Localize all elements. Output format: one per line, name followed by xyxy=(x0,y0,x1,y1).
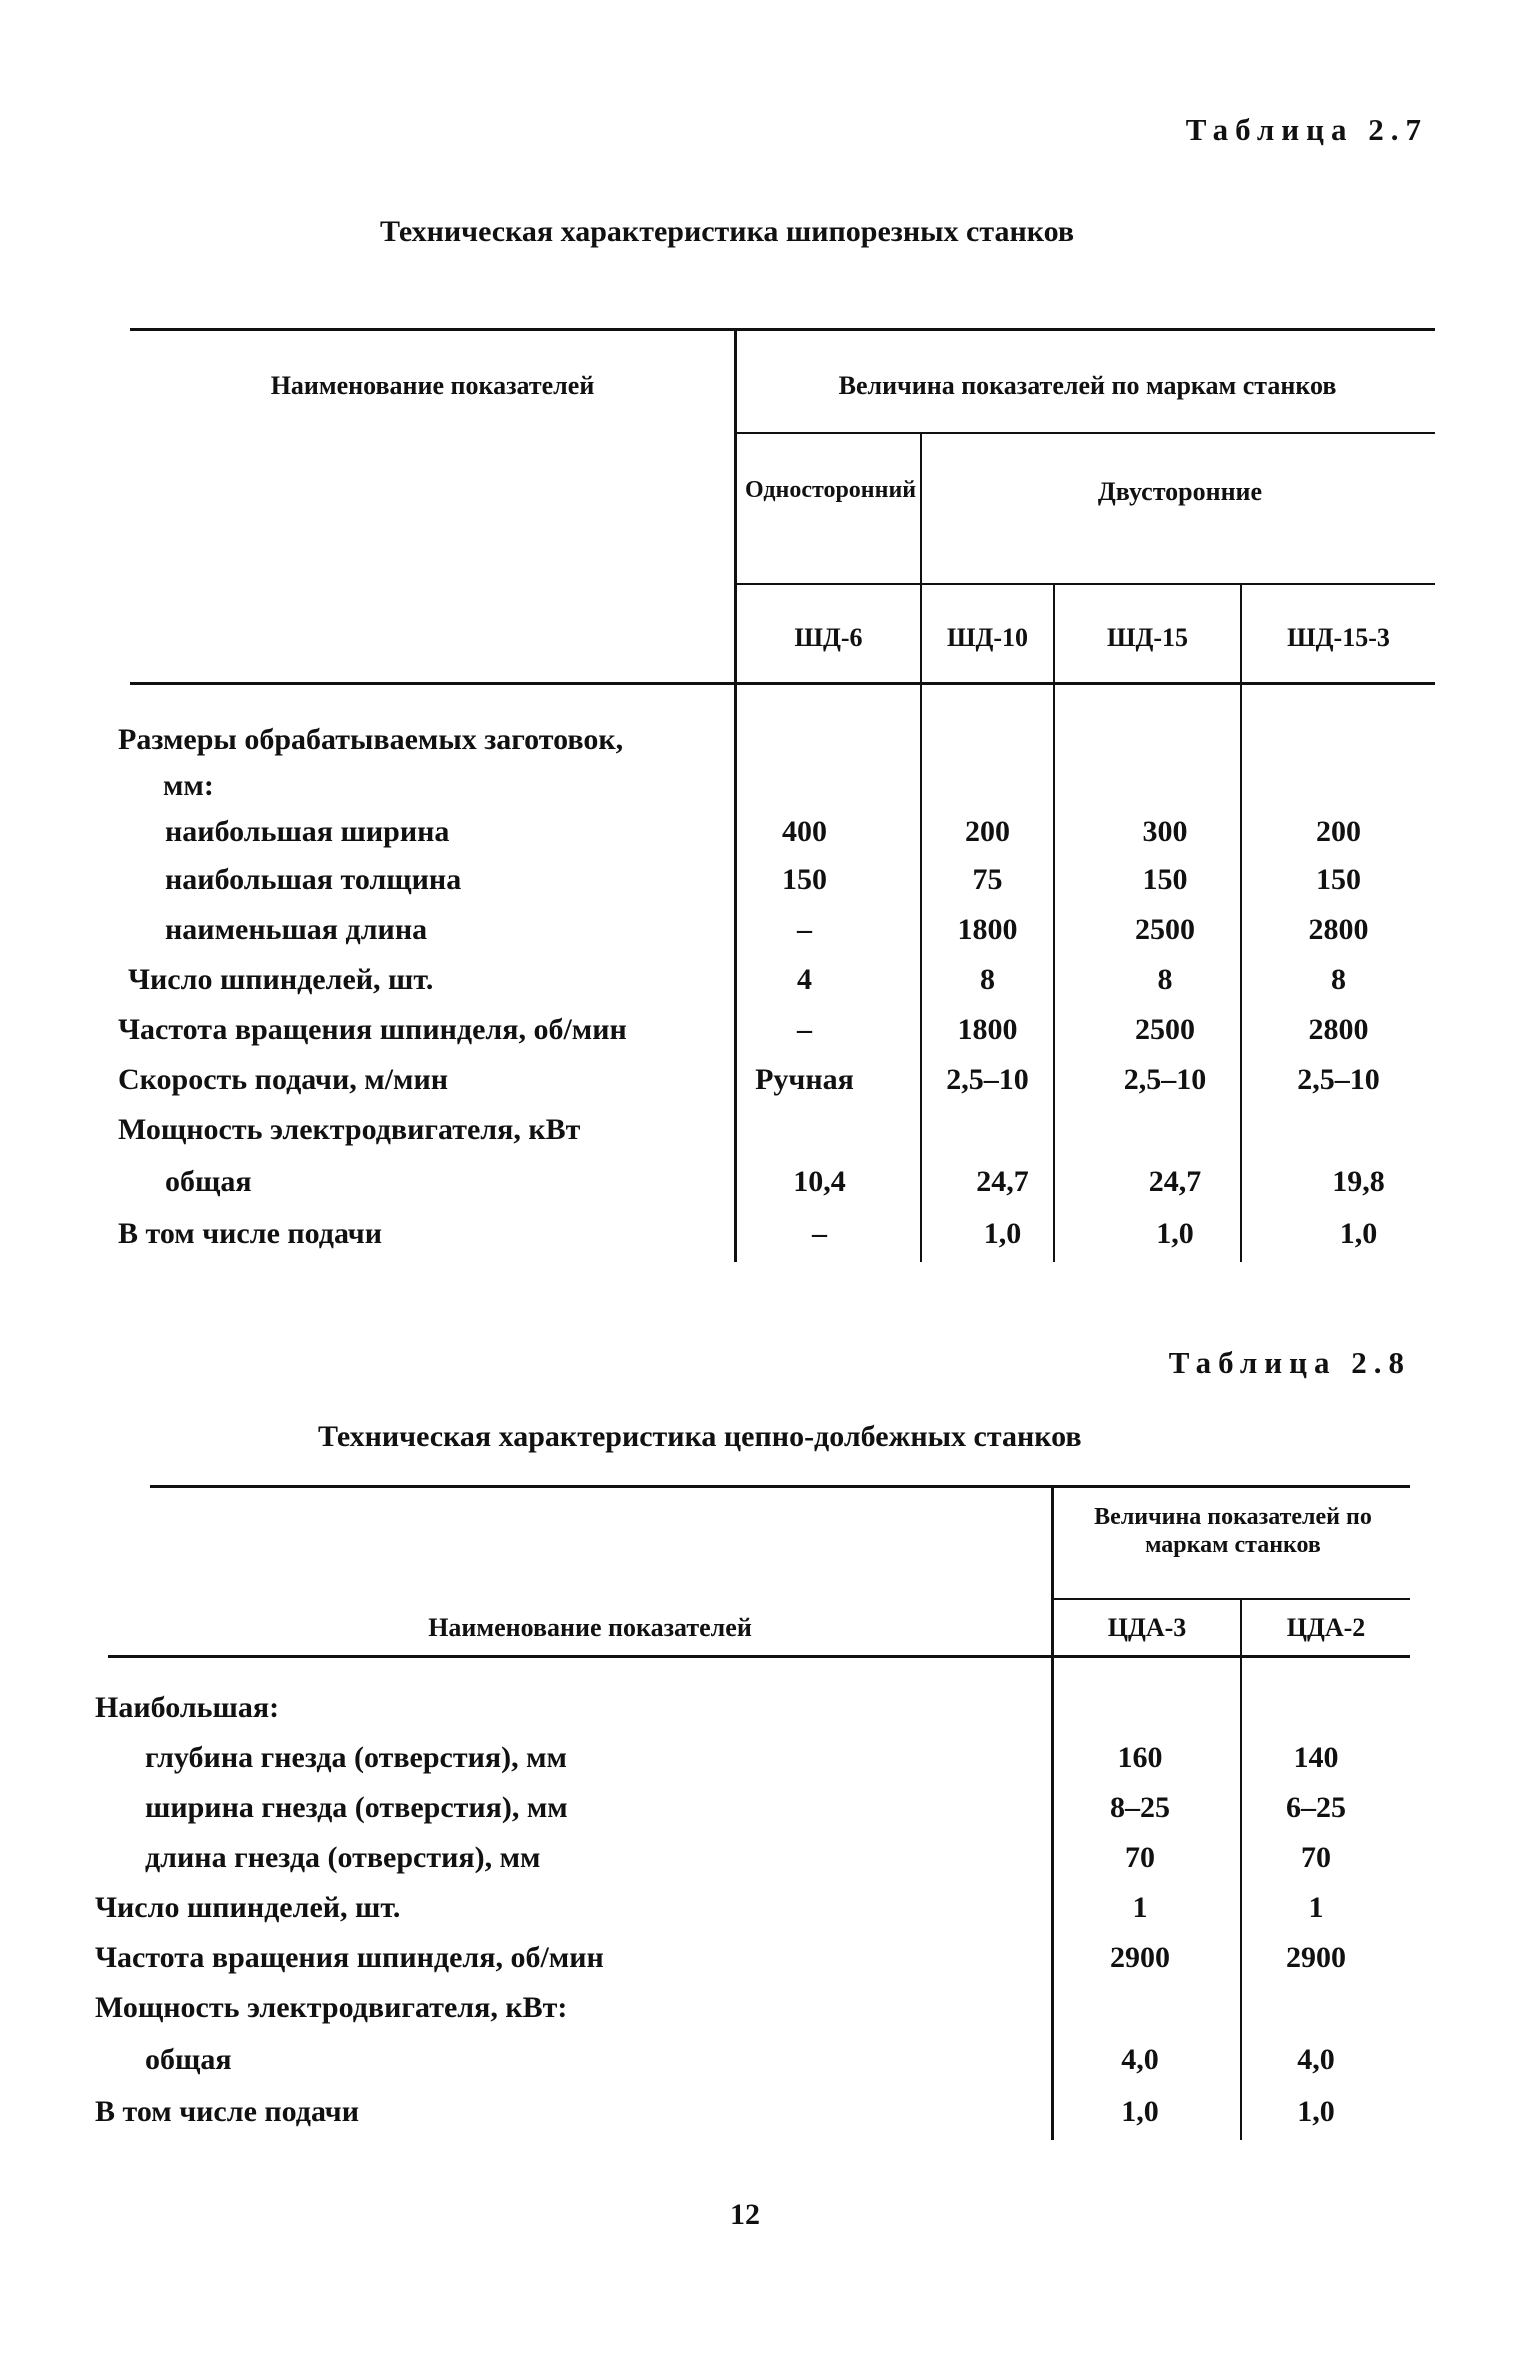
table1-top-rule xyxy=(130,328,1435,331)
table2-cell: 70 xyxy=(1125,1841,1155,1874)
table2-cell: 160 xyxy=(1117,1741,1163,1774)
table1-cell: 2500 xyxy=(1135,913,1195,946)
table2-cell: 6–25 xyxy=(1286,1791,1346,1824)
table2-header-bottom-rule xyxy=(108,1655,1410,1658)
table2-header-values-group: Величина показателей по маркам станков xyxy=(1094,1504,1372,1558)
table2-cell: 1,0 xyxy=(1297,2095,1335,2128)
table1-model-4: ШД-15-3 xyxy=(1287,623,1390,652)
table2-cell: 1 xyxy=(1308,1891,1324,1924)
table1-cell: 75 xyxy=(972,863,1003,896)
table1-cell: 2800 xyxy=(1308,1013,1369,1046)
table2-header-name: Наименование показателей xyxy=(428,1613,752,1642)
table2-row-label: В том числе подачи xyxy=(95,2095,359,2128)
table1-row-label: общая xyxy=(165,1165,252,1198)
table1-row-label: Мощность электродвигателя, кВт xyxy=(118,1113,581,1146)
table2-cell: 8–25 xyxy=(1110,1791,1170,1824)
table2-row-label: общая xyxy=(145,2043,232,2076)
table1-cell: 300 xyxy=(1142,815,1188,848)
table1-cell: 200 xyxy=(965,815,1010,848)
table1-cell: 4 xyxy=(797,963,812,996)
table1-cell: 1,0 xyxy=(1156,1217,1194,1250)
table1-cell: 2,5–10 xyxy=(1297,1063,1380,1096)
table1-cell: 1,0 xyxy=(1339,1217,1378,1250)
table2-cell: 4,0 xyxy=(1121,2043,1159,2076)
table1-row-label: Частота вращения шпинделя, об/мин xyxy=(118,1013,627,1046)
table1-model-2: ШД-10 xyxy=(946,623,1029,652)
table2-row-label: Число шпинделей, шт. xyxy=(95,1891,401,1924)
table2-cell: 1,0 xyxy=(1121,2095,1159,2128)
table1-cell: – xyxy=(797,913,812,946)
table2-model-1: ЦДА-3 xyxy=(1107,1613,1187,1642)
table1-subgroup-rule xyxy=(735,583,1435,585)
table1-row-label: наибольшая ширина xyxy=(165,815,450,848)
table2-model-2: ЦДА-2 xyxy=(1286,1613,1366,1642)
table1-cell: 2500 xyxy=(1135,1013,1195,1046)
table1-cell: 1,0 xyxy=(983,1217,1022,1250)
table1-cell: 10,4 xyxy=(793,1165,846,1198)
table1-row-label: наибольшая толщина xyxy=(165,863,462,896)
table1-cell: 8 xyxy=(1331,963,1346,996)
table2-cell: 4,0 xyxy=(1297,2043,1335,2076)
table1-header-two-sided: Двусторонние xyxy=(1097,477,1263,506)
table2-row-label: глубина гнезда (отверстия), мм xyxy=(145,1741,567,1774)
table1-cell: 1800 xyxy=(957,1013,1018,1046)
table2-row-label: ширина гнезда (отверстия), мм xyxy=(145,1791,568,1824)
table2-cell: 140 xyxy=(1293,1741,1339,1774)
table2-label: Таблица 2.8 xyxy=(1168,1345,1411,1380)
table1-cell: 150 xyxy=(1316,863,1361,896)
table1-cell: 400 xyxy=(782,815,827,848)
table2-cell: 2900 xyxy=(1110,1941,1170,1974)
table1-cell: 19,8 xyxy=(1332,1165,1385,1198)
page-number: 12 xyxy=(730,2198,760,2231)
table1-cell: 2800 xyxy=(1308,913,1369,946)
table1-cell: 1800 xyxy=(957,913,1018,946)
table1-cell: – xyxy=(797,1013,812,1046)
table1-cell: 2,5–10 xyxy=(946,1063,1029,1096)
table1-cell: – xyxy=(812,1217,827,1250)
table1-header-name: Наименование показателей xyxy=(270,371,595,400)
table1-header-one-sided: Односторонний xyxy=(745,477,917,503)
table1-cell: Ручная xyxy=(755,1063,854,1096)
table1-header-values-group: Величина показателей по маркам станков xyxy=(838,371,1337,400)
table1-vline-1 xyxy=(734,328,737,1262)
table1-row-label: мм: xyxy=(163,769,214,802)
table2-cell: 70 xyxy=(1301,1841,1331,1874)
table1-row-label: Число шпинделей, шт. xyxy=(128,963,434,996)
table1-caption: Техническая характеристика шипорезных станков xyxy=(380,215,1075,248)
table1-cell: 2,5–10 xyxy=(1123,1063,1207,1096)
table2-top-rule xyxy=(150,1485,1410,1488)
table2-cell: 1 xyxy=(1132,1891,1148,1924)
table1-model-1: ШД-6 xyxy=(794,623,863,652)
table1-row-label: Размеры обрабатываемых заготовок, xyxy=(118,723,624,756)
table1-cell: 150 xyxy=(782,863,827,896)
table2-group-rule xyxy=(1053,1598,1410,1600)
table2-row-label: длина гнезда (отверстия), мм xyxy=(145,1841,541,1874)
table2-row-label: Мощность электродвигателя, кВт: xyxy=(95,1991,568,2024)
table1-label: Таблица 2.7 xyxy=(1185,112,1428,147)
table1-cell: 8 xyxy=(980,963,995,996)
table2-row-label: Наибольшая: xyxy=(95,1691,280,1724)
table1-model-3: ШД-15 xyxy=(1106,623,1189,652)
table2-row-label: Частота вращения шпинделя, об/мин xyxy=(95,1941,604,1974)
table1-cell: 8 xyxy=(1157,963,1173,996)
table2-cell: 2900 xyxy=(1286,1941,1346,1974)
table1-cell: 200 xyxy=(1316,815,1361,848)
table1-cell: 150 xyxy=(1142,863,1188,896)
table2-caption: Техническая характеристика цепно-долбежных станков xyxy=(318,1420,1082,1453)
table1-row-label: В том числе подачи xyxy=(118,1217,382,1250)
table1-group-rule xyxy=(735,432,1435,434)
table1-row-label: наименьшая длина xyxy=(165,913,428,946)
table1-cell: 24,7 xyxy=(1148,1165,1202,1198)
table1-row-label: Скорость подачи, м/мин xyxy=(118,1063,449,1096)
table1-cell: 24,7 xyxy=(976,1165,1029,1198)
